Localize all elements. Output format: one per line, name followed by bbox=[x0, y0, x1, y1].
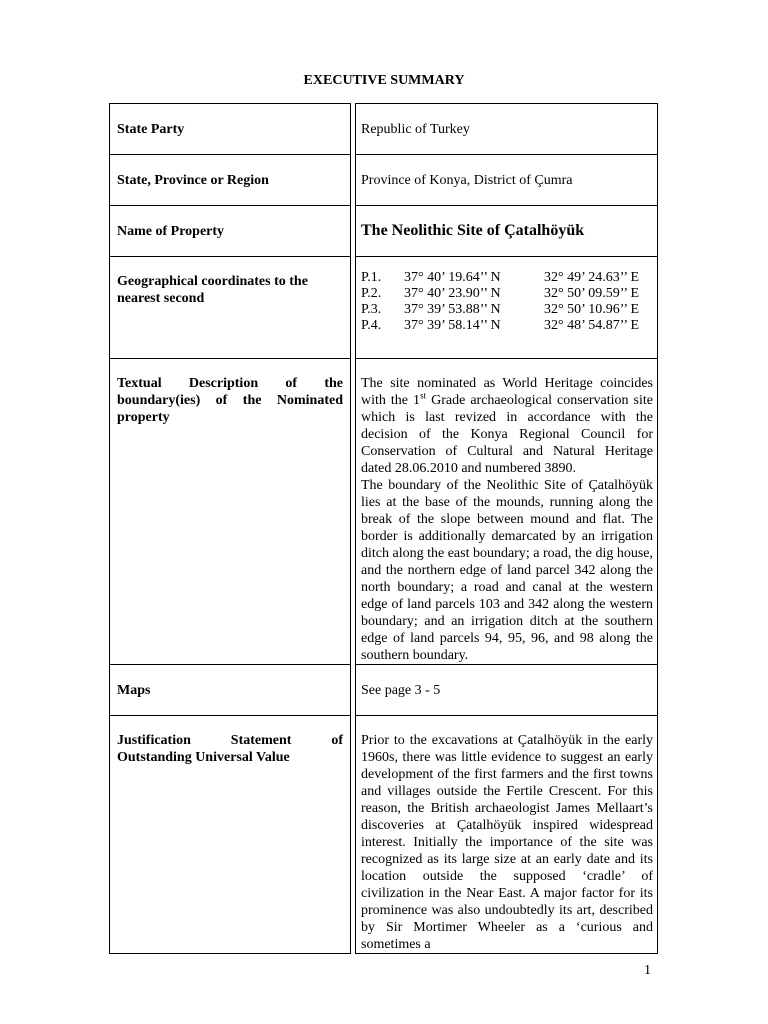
table-row bbox=[110, 104, 658, 155]
coordinates-label: Geographical coordinates to the nearest second bbox=[110, 257, 351, 359]
region-label: State, Province or Region bbox=[110, 155, 351, 206]
table-row bbox=[110, 665, 658, 716]
state-party-label: State Party bbox=[110, 104, 351, 155]
property-name-value: The Neolithic Site of Çatalhöyük bbox=[356, 206, 658, 257]
summary-table bbox=[109, 103, 658, 954]
boundary-description: The site nominated as World Heritage coincides with the 1st Grade archaeological conservation site which is last revized in accordance with the decision of the Konya Regional Council for Conservation of Cultural and Natural Heritage dated 28.06.2010 and numbered 3890. The boundary of the Neolithic Site of Çatalhöyük lies at the base of the mounds, running along the break of the slope between mound and flat. The border is additionally demarcated by an irrigation ditch along the east boundary; a road, the dig house, and the northern edge of land parcel 342 along the north boundary; a road and canal at the western edge of land parcels 103 and 342 along the western boundary; and an irrigation ditch at the southern edge of land parcels 94, 95, 96, and 98 along the southern boundary. bbox=[356, 359, 658, 665]
table-row bbox=[110, 257, 658, 359]
coordinate-row: P.4. 37° 39’ 58.14’’ N 32° 48’ 54.87’’ E bbox=[361, 318, 640, 333]
property-name-label: Name of Property bbox=[110, 206, 351, 257]
maps-label: Maps bbox=[110, 665, 351, 716]
coordinate-row: P.1. 37° 40’ 19.64’’ N 32° 49’ 24.63’’ E bbox=[361, 270, 640, 285]
coordinates-value bbox=[356, 257, 658, 359]
justification-label: Justification Statement of Outstanding Universal Value bbox=[110, 716, 351, 954]
justification-text: Prior to the excavations at Çatalhöyük in the early 1960s, there was little evidence to suggest an early development of the first farmers and the first towns and villages outside the Fertile Crescent. For this reason, the British archaeologist James Mellaart’s discoveries at Çatalhöyük inspired widespread interest. Initially the importance of the site was recognized as its large size at an early date and its location outside the supposed ‘cradle’ of civilization in the Near East. A major factor for its prominence was also undoubtedly its art, described by Sir Mortimer Wheeler as a ‘curious and sometimes a bbox=[356, 716, 658, 954]
table-row bbox=[110, 206, 658, 257]
maps-value: See page 3 - 5 bbox=[356, 665, 658, 716]
coordinate-row: P.2. 37° 40’ 23.90’’ N 32° 50’ 09.59’’ E bbox=[361, 286, 640, 301]
table-row bbox=[110, 155, 658, 206]
table-row bbox=[110, 359, 658, 665]
coordinate-row: P.3. 37° 39’ 53.88’’ N 32° 50’ 10.96’’ E bbox=[361, 302, 640, 317]
state-party-value: Republic of Turkey bbox=[356, 104, 658, 155]
table-row bbox=[110, 716, 658, 954]
document-title: EXECUTIVE SUMMARY bbox=[303, 73, 465, 88]
page-number: 1 bbox=[644, 963, 651, 978]
region-value: Province of Konya, District of Çumra bbox=[356, 155, 658, 206]
coordinates-list bbox=[361, 270, 639, 334]
boundary-label: Textual Description of the boundary(ies) of the Nominated property bbox=[110, 359, 351, 665]
